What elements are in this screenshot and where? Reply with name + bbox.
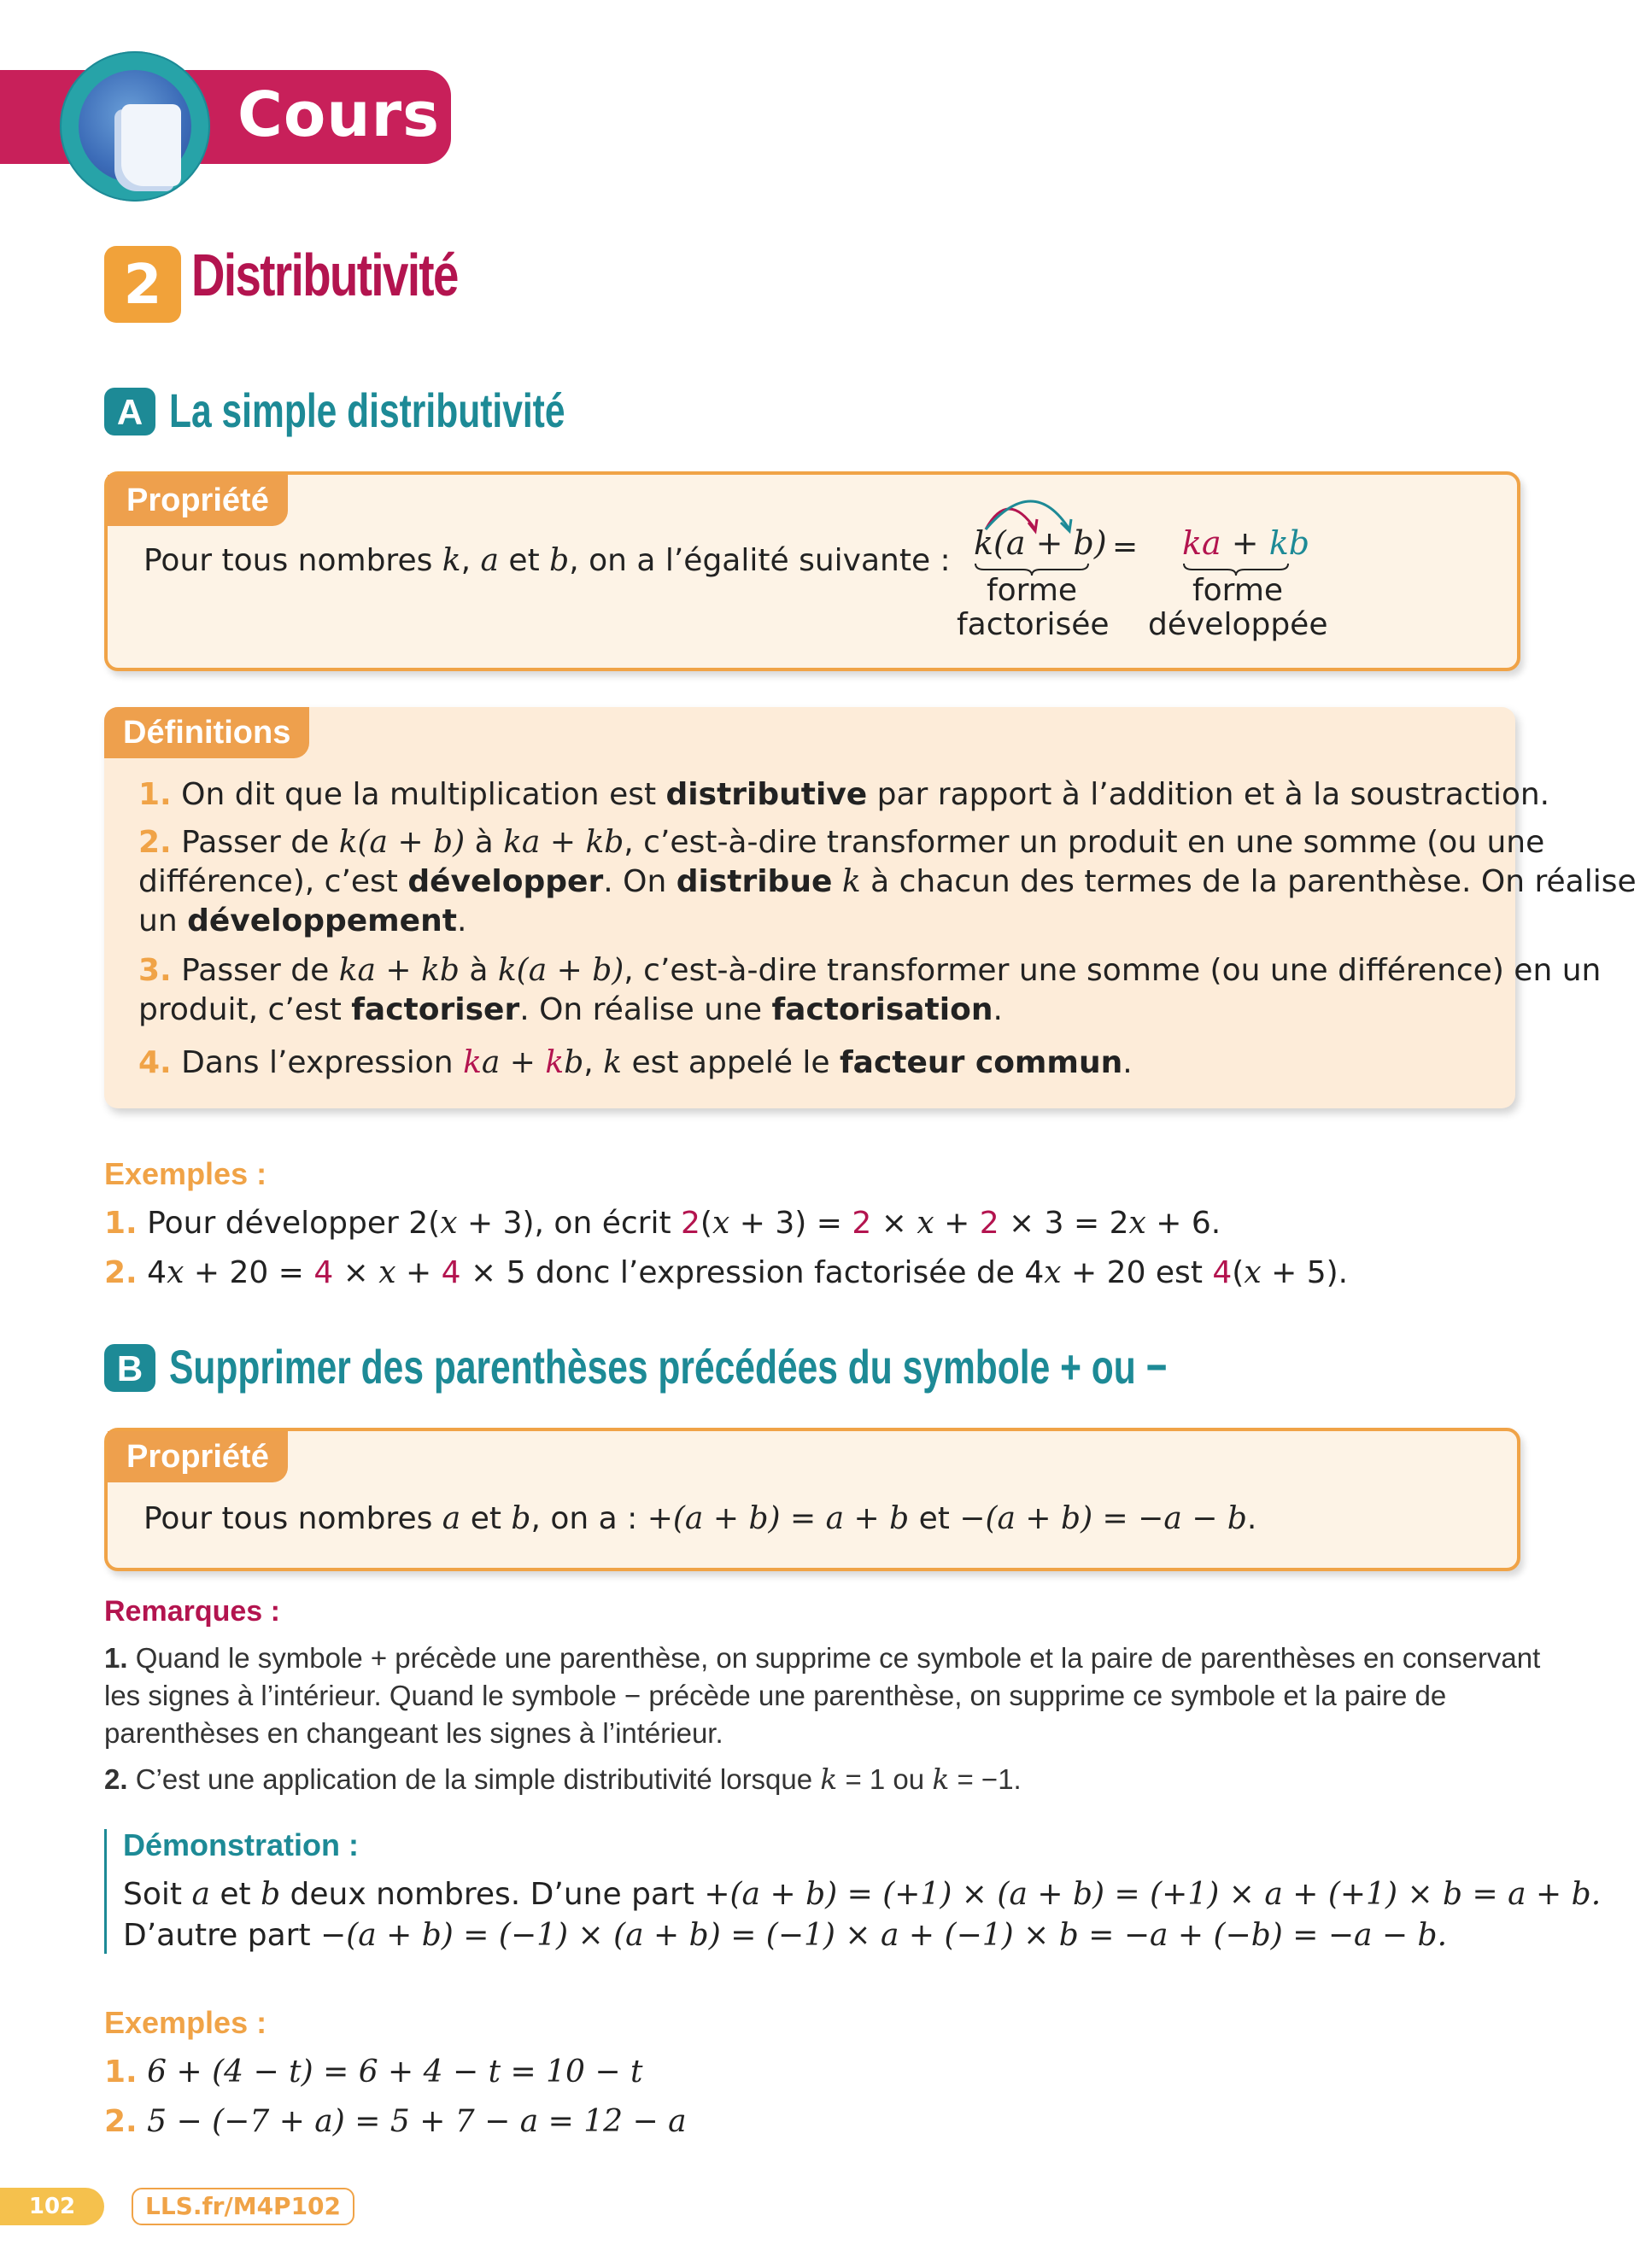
propriete-label-b: Propriété	[108, 1431, 288, 1482]
definition-item-2: 2. Passer de k(a + b) à ka + kb, c’est-à-dire transformer un produit en une somme (ou une différence), c’est développer. On distribue k à chacun des termes de la parenthèse. On réalise un développement.	[138, 825, 1637, 938]
remarques-title: Remarques :	[104, 1595, 280, 1628]
part-b-badge: B	[104, 1344, 155, 1392]
definition-item-4: 4. Dans l’expression ka + kb, k est appelé le facteur commun.	[138, 1045, 1133, 1080]
part-a-badge: A	[104, 388, 155, 435]
developed-expression: ka + kb	[1182, 524, 1310, 562]
demonstration-title: Démonstration :	[123, 1827, 360, 1862]
definition-item-3: 3. Passer de ka + kb à k(a + b), c’est-à-dire transformer une somme (ou une différence) en un produit, c’est factoriser. On réalise une factorisation.	[138, 953, 1602, 1027]
equals-sign: =	[1112, 529, 1139, 564]
label-forme-factorisee: forme factorisée	[957, 573, 1110, 642]
example-b-2: 2. 5 − (−7 + a) = 5 + 7 − a = 12 − a	[104, 2104, 687, 2139]
definition-item-1: 1. On dit que la multiplication est distributive par rapport à l’addition et à la soustraction.	[138, 777, 1550, 812]
part-a-title: La simple distributivité	[169, 383, 565, 437]
demonstration-line-2: D’autre part −(a + b) = (−1) × (a + b) = (−1) × a + (−1) × b = −a + (−b) = −a − b.	[123, 1918, 1448, 1953]
section-number-badge: 2	[104, 246, 181, 323]
example-a-2: 2. 4x + 20 = 4 × x + 4 × 5 donc l’expression factorisée de 4x + 20 est 4(x + 5).	[104, 1255, 1349, 1290]
banner-title: Cours	[237, 79, 440, 150]
course-book-icon	[60, 51, 210, 202]
demonstration-rule	[104, 1829, 107, 1954]
examples-a-title: Exemples :	[104, 1156, 267, 1191]
remarque-2: 2. C’est une application de la simple distributivité lorsque k = 1 ou k = −1.	[104, 1762, 1022, 1796]
factored-expression: k(a + b)	[974, 524, 1107, 562]
propriete-b-text: Pour tous nombres a et b, on a : +(a + b) = a + b et −(a + b) = −a − b.	[144, 1501, 1257, 1536]
label-forme-developpee: forme développée	[1148, 573, 1328, 642]
propriete-a-text: Pour tous nombres k, a et b, on a l’égalité suivante :	[144, 543, 951, 578]
definitions-label: Définitions	[104, 707, 309, 758]
remarque-1: 1. Quand le symbole + précède une parenthèse, on supprime ce symbole et la paire de parenthèses en conservant les signes à l’intérieur. Quand le symbole − précède une parenthèse, on supprime ce symbole et la paire de parenthèses en changeant les signes à l’intérieur.	[104, 1642, 1541, 1749]
footer-link[interactable]: LLS.fr/M4P102	[132, 2188, 354, 2225]
section-title: Distributivité	[191, 242, 458, 308]
part-b-title: Supprimer des parenthèses précédées du symbole + ou −	[169, 1340, 1168, 1394]
example-b-1: 1. 6 + (4 − t) = 6 + 4 − t = 10 − t	[104, 2055, 643, 2090]
examples-b-title: Exemples :	[104, 2005, 267, 2040]
propriete-label-a: Propriété	[108, 475, 288, 526]
page-number: 102	[0, 2188, 104, 2225]
example-a-1: 1. Pour développer 2(x + 3), on écrit 2(x + 3) = 2 × x + 2 × 3 = 2x + 6.	[104, 1206, 1221, 1241]
demonstration-line-1: Soit a et b deux nombres. D’une part +(a + b) = (+1) × (a + b) = (+1) × a + (+1) × b = a + b.	[123, 1877, 1602, 1912]
